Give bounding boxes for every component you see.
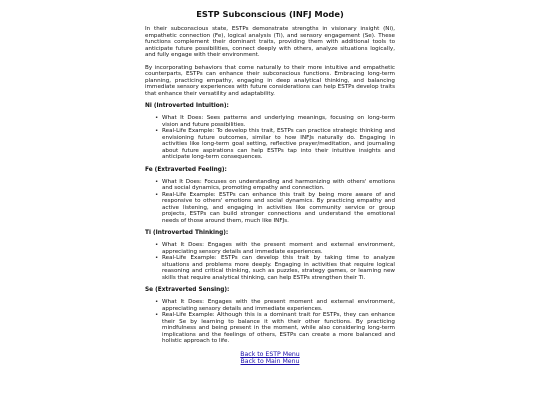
section-fe (145, 167, 395, 225)
list-item (155, 299, 395, 312)
list-item-text: Real-Life Example: ESTPs can develop this trait by taking time to analyze situations and problems more deeply. Engaging in activities that require logical reasoning and critical thinking, such as puzzles, strategy games, or learning new skills that require analytical thinking, can help ESTPs strengthen their Ti. (162, 255, 395, 281)
list-item (155, 178, 395, 192)
bullet-icon: • (155, 242, 159, 248)
section-heading: Ti (Introverted Thinking): (145, 230, 229, 236)
intro-paragraph: By incorporating behaviors that come naturally to their more intuitive and empathetic counterparts, ESTPs can enhance their subconscious functions. Embracing long-term planning, practicing empathy, engaging in deep analytical thinking, and balancing immediate sensory experiences with future considerations can help ESTPs develop traits that enhance their versatility and adaptability. (145, 64, 395, 97)
list-item (155, 242, 395, 255)
section-heading: Ni (Introverted Intuition): (145, 103, 229, 109)
list-item (155, 255, 395, 281)
list-item-text: Real-Life Example: To develop this trait, ESTPs can practice strategic thinking and envisioning future outcomes, similar to how INFJs naturally do. Engaging in activities like long-term goal setting, reflective prayer/meditation, and journaling about future aspirations can help ESTPs tap into their intuitive insights and anticipate long-term consequences. (162, 128, 395, 160)
list-item-text: Real-Life Example: Although this is a dominant trait for ESTPs, they can enhance their Se by learning to balance it with their other functions. By practicing mindfulness and being present in the moment, while also considering long-term implications and the feelings of others, ESTPs can create a more balanced and holistic approach to life. (162, 312, 395, 344)
back-to-main-menu-link[interactable]: Back to Main Menu (240, 357, 300, 365)
list-item (155, 191, 395, 225)
list-item (155, 115, 395, 128)
bullet-icon: • (155, 191, 159, 198)
bullet-icon: • (155, 299, 159, 305)
section-heading: Se (Extraverted Sensing): (145, 287, 230, 293)
section-list (145, 299, 395, 345)
section-list (145, 242, 395, 281)
list-item-text: What It Does: Engages with the present moment and external environment, appreciating sensory details and immediate experiences. (162, 299, 395, 312)
list-item (155, 312, 395, 345)
list-item-text: What It Does: Focuses on understanding and harmonizing with others' emotions and social dynamics, promoting empathy and connection. (162, 178, 395, 191)
bullet-icon: • (155, 128, 159, 134)
list-item-text: What It Does: Sees patterns and underlying meanings, focusing on long-term vision and future possibilities. (162, 115, 395, 128)
bullet-icon: • (155, 312, 159, 318)
section-heading: Fe (Extraverted Feeling): (145, 166, 227, 173)
list-item (155, 128, 395, 161)
section-se (145, 287, 395, 345)
bullet-icon: • (155, 255, 159, 261)
list-item-text: Real-Life Example: ESTPs can enhance this trait by being more aware of and responsive to others' emotions and social dynamics. By practicing empathy and active listening, and engaging in activities like community service or group projects, ESTPs can build stronger connections and understand the emotional needs of those around them, much like INFJs. (162, 191, 395, 224)
section-list (145, 115, 395, 161)
back-to-estp-menu-link[interactable]: Back to ESTP Menu (240, 350, 300, 358)
intro-paragraph: In their subconscious state, ESTPs demonstrate strengths in visionary insight (Ni), empathetic connection (Fe), logical analysis (Ti), and sensory engagement (Se). These functions complement their dominant traits, providing them with additional tools to anticipate future possibilities, connect deeply with others, analyze situations logically, and fully engage with their environment. (145, 26, 395, 58)
nav-links (145, 351, 395, 366)
bullet-icon: • (155, 178, 159, 185)
section-list (145, 179, 395, 225)
list-item-text: What It Does: Engages with the present moment and external environment, appreciating sensory details and immediate experiences. (162, 242, 395, 255)
bullet-icon: • (155, 115, 159, 121)
section-ni (145, 103, 395, 161)
section-ti (145, 230, 395, 281)
page-title: ESTP Subconscious (INFJ Mode) (196, 9, 344, 19)
